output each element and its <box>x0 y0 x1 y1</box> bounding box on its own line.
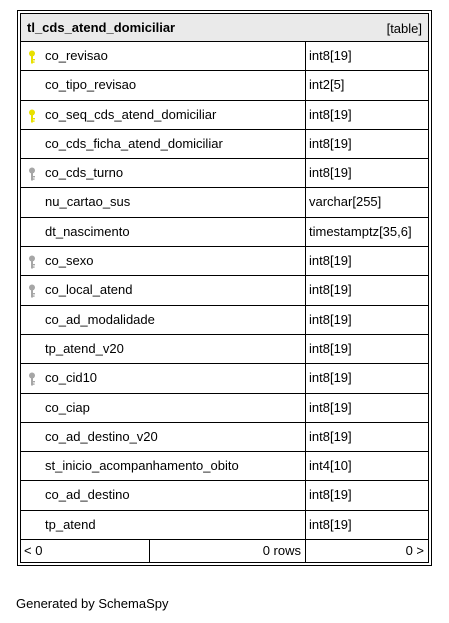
generated-by-text: Generated by SchemaSpy <box>16 596 169 611</box>
column-name-cell <box>21 218 306 246</box>
column-type: int8[19] <box>309 370 352 386</box>
table-type-label: [table] <box>386 21 422 36</box>
column-type-cell <box>306 130 428 158</box>
row-count: 0 rows <box>262 543 301 558</box>
row-count-cell <box>150 540 306 562</box>
column-type-cell <box>306 364 428 392</box>
column-name-cell <box>21 188 306 216</box>
column-name-cell <box>21 423 306 451</box>
column-type-cell <box>306 511 428 539</box>
column-type-cell <box>306 247 428 275</box>
column-row[interactable] <box>21 71 428 100</box>
foreign-key-icon <box>28 284 36 298</box>
column-name: co_ad_modalidade <box>45 311 155 327</box>
column-type: varchar[255] <box>309 194 382 210</box>
column-name: tp_atend <box>45 516 96 532</box>
column-type: int8[19] <box>309 487 352 503</box>
parents-count-cell[interactable] <box>21 540 150 562</box>
column-name: st_inicio_acompanhamento_obito <box>45 458 239 474</box>
column-row[interactable] <box>21 247 428 276</box>
column-name-cell <box>21 159 306 187</box>
column-row[interactable] <box>21 423 428 452</box>
column-name: co_revisao <box>45 48 108 63</box>
column-type-cell <box>306 42 428 70</box>
column-row[interactable] <box>21 101 428 130</box>
column-name: co_ad_destino <box>45 487 130 503</box>
column-row[interactable] <box>21 276 428 305</box>
column-type: int8[19] <box>309 428 352 444</box>
column-name: co_cds_turno <box>45 165 124 181</box>
column-name: dt_nascimento <box>45 223 130 239</box>
column-name: nu_cartao_sus <box>45 194 131 210</box>
column-row[interactable] <box>21 452 428 481</box>
primary-key-icon <box>28 109 36 123</box>
parents-count: < 0 <box>24 543 43 558</box>
column-name: co_ad_destino_v20 <box>45 428 158 444</box>
column-name-cell <box>21 306 306 334</box>
column-name: co_cid10 <box>45 370 98 386</box>
column-row[interactable] <box>21 188 428 217</box>
column-name-cell <box>21 364 306 392</box>
column-name-cell <box>21 247 306 275</box>
column-type-cell <box>306 481 428 509</box>
column-name: co_tipo_revisao <box>45 77 137 93</box>
column-name-cell <box>21 101 306 129</box>
column-name: co_ciap <box>45 399 90 415</box>
column-row[interactable] <box>21 42 428 71</box>
column-name-cell <box>21 335 306 363</box>
column-row[interactable] <box>21 511 428 540</box>
column-name-cell <box>21 481 306 509</box>
column-name-cell <box>21 130 306 158</box>
column-type-cell <box>306 71 428 99</box>
children-count-cell[interactable] <box>306 540 428 562</box>
column-name-cell <box>21 394 306 422</box>
column-row[interactable] <box>21 364 428 393</box>
column-type: int8[19] <box>309 516 352 532</box>
table-name[interactable]: tl_cds_atend_domiciliar <box>27 20 176 35</box>
column-type-cell <box>306 452 428 480</box>
column-row[interactable] <box>21 218 428 247</box>
foreign-key-icon <box>28 255 36 269</box>
column-type-cell <box>306 335 428 363</box>
column-name-cell <box>21 42 306 70</box>
column-row[interactable] <box>21 159 428 188</box>
column-type: int8[19] <box>309 165 352 181</box>
table-node-inner <box>20 13 429 563</box>
column-type: int8[19] <box>309 340 352 356</box>
column-type: int4[10] <box>309 458 352 474</box>
column-type: int8[19] <box>309 135 352 151</box>
column-type-cell <box>306 159 428 187</box>
column-list <box>21 42 428 540</box>
column-row[interactable] <box>21 306 428 335</box>
table-header <box>21 14 428 42</box>
column-type-cell <box>306 218 428 246</box>
column-type: int8[19] <box>309 282 352 298</box>
column-name: tp_atend_v20 <box>45 340 124 356</box>
column-name-cell <box>21 276 306 304</box>
column-type-cell <box>306 101 428 129</box>
column-name: co_seq_cds_atend_domiciliar <box>45 106 217 122</box>
column-name-cell <box>21 452 306 480</box>
column-name-cell <box>21 511 306 539</box>
column-name: co_sexo <box>45 253 94 269</box>
column-type: int2[5] <box>309 77 345 93</box>
table-node <box>17 10 432 566</box>
column-name: co_local_atend <box>45 282 133 298</box>
table-footer <box>21 540 428 562</box>
column-type: int8[19] <box>309 48 352 63</box>
column-type: int8[19] <box>309 399 352 415</box>
foreign-key-icon <box>28 167 36 181</box>
column-type-cell <box>306 306 428 334</box>
column-name-cell <box>21 71 306 99</box>
column-type: int8[19] <box>309 106 352 122</box>
primary-key-icon <box>28 50 36 64</box>
column-type: int8[19] <box>309 253 352 269</box>
column-type: int8[19] <box>309 311 352 327</box>
column-type: timestamptz[35,6] <box>309 223 412 239</box>
foreign-key-icon <box>28 372 36 386</box>
column-type-cell <box>306 276 428 304</box>
children-count: 0 > <box>405 543 424 558</box>
column-row[interactable] <box>21 394 428 423</box>
column-row[interactable] <box>21 335 428 364</box>
column-type-cell <box>306 423 428 451</box>
column-type-cell <box>306 394 428 422</box>
column-row[interactable] <box>21 481 428 510</box>
column-name: co_cds_ficha_atend_domiciliar <box>45 135 223 151</box>
column-type-cell <box>306 188 428 216</box>
column-row[interactable] <box>21 130 428 159</box>
